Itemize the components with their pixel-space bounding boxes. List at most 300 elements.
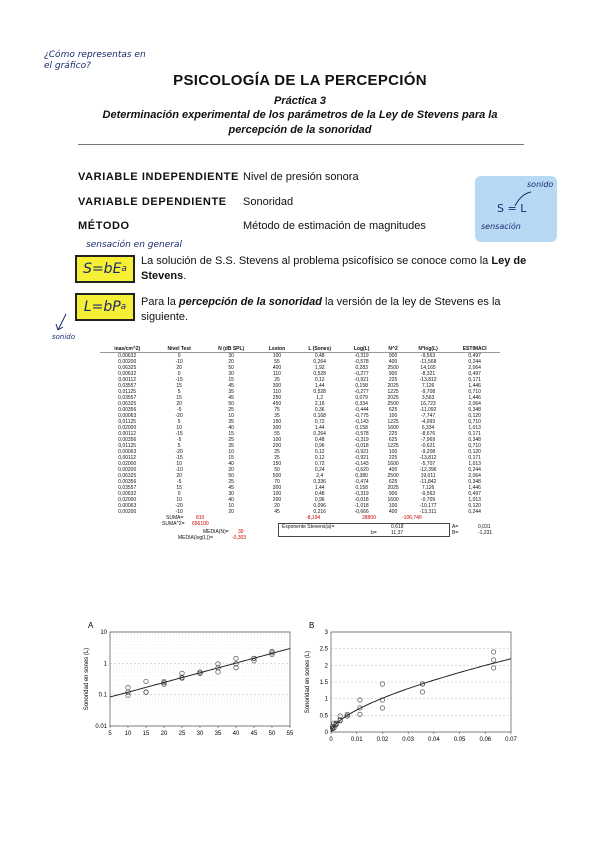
table-cell: -15	[175, 377, 183, 383]
table-cell: 20	[274, 503, 280, 509]
data-point	[358, 712, 362, 716]
table-cell: -9,563	[420, 353, 436, 359]
table-cell: 0,497	[468, 371, 481, 377]
table-cell: 900	[388, 491, 398, 497]
table-cell: 30	[228, 353, 234, 359]
table-cell: -12,396	[419, 467, 437, 473]
fit-results-box	[278, 523, 450, 537]
table-cell: -8,321	[420, 371, 436, 377]
x-tick-label: 0.06	[479, 737, 492, 743]
table-body	[100, 353, 500, 516]
table-cell: 0,348	[468, 407, 481, 413]
table-cell: 2,064	[468, 365, 481, 371]
variable-label: VARIABLE DEPENDIENTE	[78, 196, 227, 208]
table-cell: 0,216	[313, 509, 326, 515]
x-tick-label: 55	[286, 731, 294, 737]
arrow-icon	[52, 312, 72, 334]
sensacion-note: sensación en general	[86, 240, 182, 250]
table-cell: 300	[272, 383, 282, 389]
table-cell: 10	[228, 503, 234, 509]
table-cell: -5,707	[420, 461, 436, 467]
table-cell: 30	[228, 491, 234, 497]
box-arrow-icon	[513, 190, 533, 210]
table-cell: -20	[175, 503, 183, 509]
panel-label: A	[88, 621, 94, 630]
data-point	[380, 706, 384, 710]
table-cell: 0	[177, 371, 181, 377]
table-cell: 0,528	[313, 389, 326, 395]
table-cell: 110	[272, 371, 281, 377]
table-cell: 15	[176, 383, 182, 389]
variable-value: Nivel de presión sonora	[243, 171, 359, 183]
table-cell: 50	[228, 365, 234, 371]
table-cell: -9,708	[420, 389, 436, 395]
y-tick-label: 0	[324, 730, 328, 736]
table-cell: 0	[177, 491, 181, 497]
suma-label: SUMA=	[166, 515, 184, 521]
table-cell: 400	[388, 359, 398, 365]
table-cell: 0,336	[313, 479, 326, 485]
table-cell: 0,00063	[118, 503, 137, 509]
table-cell: 225	[388, 455, 398, 461]
table-cell: -0,578	[354, 359, 369, 365]
table-cell: -8,676	[420, 431, 436, 437]
table-cell: -13,311	[419, 509, 437, 515]
suma2-label: SUMA^2=	[162, 521, 185, 527]
table-cell: 0,72	[314, 419, 325, 425]
variable-label: MÉTODO	[78, 220, 130, 232]
table-cell: 20	[228, 467, 234, 473]
x-tick-label: 35	[214, 731, 222, 737]
data-point	[144, 690, 148, 694]
B-value: -1,231	[478, 530, 493, 536]
table-cell: -0,620	[354, 467, 369, 473]
table-cell: 10	[176, 497, 182, 503]
table-cell: -0,578	[354, 431, 369, 437]
table-cell: 0,334	[355, 401, 368, 407]
table-cell: 14,165	[420, 365, 436, 371]
document-subtitle: Práctica 3	[274, 95, 326, 107]
table-cell: 400	[272, 365, 282, 371]
paragraph-text: La solución de S.S. Stevens al problema psicofísico se conoce como la	[141, 255, 492, 267]
column-header: N^2	[379, 346, 406, 353]
note-line-2: el gráfico?	[44, 61, 91, 71]
table-cell: 70	[274, 479, 280, 485]
exp-value: 0,618	[391, 524, 404, 530]
table-cell: -0,319	[354, 491, 369, 497]
table-cell: 0,00356	[118, 437, 137, 443]
table-cell: 40	[228, 497, 234, 503]
table-cell: 35	[228, 443, 234, 449]
formula-box-1	[75, 255, 135, 283]
table-cell: -5	[176, 437, 182, 443]
divider	[78, 144, 524, 145]
data-table-wrapper	[100, 346, 500, 545]
table-cell: 2025	[387, 383, 399, 389]
paragraph-sonoridad	[141, 295, 531, 325]
y-tick-label: 3	[324, 630, 328, 636]
table-cell: 2500	[387, 401, 399, 407]
table-cell: 15	[176, 395, 182, 401]
b-label: b=	[371, 530, 377, 536]
table-cell: 3,563	[421, 395, 435, 401]
table-cell: 55	[274, 431, 280, 437]
suma2-value: 656100	[192, 521, 209, 527]
y-tick-label: 0.5	[319, 713, 328, 720]
table-cell: 15	[228, 377, 234, 383]
table-cell: 100	[388, 449, 398, 455]
table-cell: 0,24	[314, 467, 325, 473]
column-header: inas/cm^2)	[100, 346, 154, 353]
table-cell: 0,12	[314, 455, 325, 461]
table-cell: -0,319	[354, 437, 369, 443]
table-cell: -1,018	[354, 503, 369, 509]
data-point	[491, 658, 495, 662]
table-cell: 0,12	[314, 377, 325, 383]
table-cell: 0,079	[355, 395, 368, 401]
A-value: 0,031	[478, 524, 491, 530]
table-cell: 7,126	[421, 485, 435, 491]
table-cell: 25	[228, 479, 234, 485]
table-cell: -0,018	[354, 443, 369, 449]
table-cell: 0,120	[468, 413, 481, 419]
table-cell: 2025	[387, 485, 399, 491]
plot-frame	[110, 632, 290, 726]
table-cell: 1,446	[468, 383, 481, 389]
document-title: PSICOLOGÍA DE LA PERCEPCIÓN	[173, 72, 427, 89]
table-cell: -10	[175, 359, 183, 365]
box-sonido: sonido	[527, 180, 554, 189]
table-cell: -0,319	[354, 353, 369, 359]
table-cell: 2,064	[468, 401, 481, 407]
A-label: A=	[452, 524, 459, 530]
table-cell: 1,44	[314, 425, 325, 431]
table-cell: -10,177	[419, 503, 437, 509]
data-point	[126, 685, 130, 689]
table-cell: 5	[177, 419, 181, 425]
table-cell: 35	[228, 389, 234, 395]
table-cell: 25	[274, 377, 280, 383]
table-cell: 0,01125	[118, 389, 137, 395]
table-cell: 1225	[387, 443, 399, 449]
formula-exp-1: a	[121, 264, 127, 274]
table-cell: -0,621	[420, 443, 436, 449]
table-cell: -7,747	[420, 413, 436, 419]
table-cell: 1600	[387, 425, 399, 431]
data-table	[100, 346, 500, 515]
x-tick-label: 0.02	[376, 737, 389, 743]
table-cell: 19,011	[420, 473, 436, 479]
table-cell: 0,48	[314, 491, 325, 497]
table-cell: 1,44	[314, 383, 325, 389]
variable-label: VARIABLE INDEPENDIENTE	[78, 171, 239, 183]
table-cell: 0,158	[355, 425, 368, 431]
table-cell: 0,03557	[118, 395, 137, 401]
table-cell: 40	[228, 425, 234, 431]
table-cell: 0,00356	[118, 407, 137, 413]
x-tick-label: 0.01	[350, 737, 363, 743]
table-cell: 0,01125	[118, 443, 137, 449]
table-cell: 0,00112	[118, 377, 137, 383]
table-cell: 400	[388, 467, 398, 473]
formula-text-2: L=bP	[83, 299, 121, 315]
table-cell: 0,00200	[118, 359, 137, 365]
table-cell: 100	[272, 437, 282, 443]
x-tick-label: 45	[250, 731, 258, 737]
table-cell: 25	[274, 455, 280, 461]
table-cell: 0,171	[468, 455, 481, 461]
table-cell: 0,12	[314, 449, 325, 455]
suma-n2: 28800	[362, 515, 376, 521]
y-axis-label: Sonoridad en sones (L)	[84, 647, 90, 711]
table-cell: -5	[176, 407, 182, 413]
y-tick-label: 0.1	[98, 692, 107, 699]
table-cell: 500	[272, 473, 282, 479]
B-label: B=	[452, 530, 459, 536]
table-cell: 2500	[387, 473, 399, 479]
paragraph-stevens	[141, 254, 531, 284]
table-cell: 0,158	[355, 383, 368, 389]
table-cell: -13,812	[419, 377, 437, 383]
chart-a	[80, 618, 295, 748]
table-cell: -0,277	[354, 371, 369, 377]
table-cell: 0,710	[468, 443, 481, 449]
table-cell: 100	[388, 503, 398, 509]
media-n-label: MEDIA(N)=	[203, 529, 229, 535]
table-cell: 0,72	[314, 461, 325, 467]
table-cell: 75	[274, 407, 280, 413]
data-point	[420, 690, 424, 694]
table-cell: 1,44	[314, 485, 325, 491]
x-tick-label: 30	[196, 731, 204, 737]
table-cell: 45	[228, 395, 234, 401]
table-cell: 20	[176, 401, 182, 407]
table-cell: 625	[388, 479, 398, 485]
table-cell: 0,171	[468, 377, 481, 383]
x-tick-label: 15	[142, 731, 150, 737]
paragraph-post: la versión de la ley de Stevens es la siguiente.	[141, 296, 501, 323]
table-cell: 25	[274, 449, 280, 455]
table-cell: 0,244	[468, 359, 481, 365]
table-cell: 50	[274, 467, 280, 473]
table-cell: -0,143	[354, 419, 369, 425]
table-cell: -20	[175, 413, 183, 419]
column-header: ESTIMACI	[449, 346, 500, 353]
x-tick-label: 0.04	[428, 737, 440, 743]
table-cell: 0,03557	[118, 383, 137, 389]
table-cell: 0,00200	[118, 467, 137, 473]
table-cell: 0,01125	[118, 419, 137, 425]
document-description: Determinación experimental de los parámetros de la Ley de Stevens para la percepción de la sonoridad	[102, 109, 498, 136]
table-cell: -15	[175, 455, 183, 461]
media-log-value: -0,303	[232, 535, 247, 541]
table-cell: 2,16	[314, 401, 325, 407]
table-cell: 0,528	[313, 371, 326, 377]
formula-box-2	[75, 293, 135, 321]
table-cell: 250	[272, 395, 282, 401]
table-cell: -0,666	[354, 509, 369, 515]
table-cell: 0,264	[313, 431, 326, 437]
table-cell: 0,00112	[118, 431, 137, 437]
table-cell: 1,013	[468, 497, 481, 503]
table-cell: 55	[274, 359, 280, 365]
table-cell: 6,334	[421, 425, 435, 431]
table-cell: 0	[177, 353, 181, 359]
sonido-note: sonido	[52, 333, 76, 341]
table-cell: 0,00063	[118, 413, 137, 419]
variable-value: Método de estimación de magnitudes	[243, 220, 426, 232]
table-cell: 300	[272, 425, 282, 431]
table-cell: 0,00063	[118, 449, 137, 455]
media-log-label: MEDIA(log(L))=	[178, 535, 213, 541]
table-cell: -0,775	[354, 413, 369, 419]
table-cell: 0,096	[313, 503, 326, 509]
column-header: Nivel Test	[154, 346, 203, 353]
table-cell: 400	[388, 509, 398, 515]
table-cell: 25	[228, 437, 234, 443]
table-cell: 10	[228, 413, 234, 419]
table-cell: 0,710	[468, 389, 481, 395]
table-cell: 900	[388, 353, 398, 359]
x-tick-label: 40	[232, 731, 240, 737]
paragraph-bold: Ley de Stevens	[141, 255, 527, 282]
data-point	[380, 682, 384, 686]
table-cell: 25	[228, 407, 234, 413]
formula-exp-2: a	[120, 302, 127, 312]
table-cell: -7,969	[420, 437, 436, 443]
x-tick-label: 10	[124, 731, 132, 737]
table-cell: 1600	[387, 497, 399, 503]
x-tick-label: 0.03	[402, 737, 414, 743]
table-cell: 0,02000	[118, 425, 137, 431]
table-cell: 0,00356	[118, 479, 137, 485]
table-cell: -10	[175, 467, 183, 473]
table-cell: 1225	[387, 389, 399, 395]
y-axis-label: Sonoridad en sones (L)	[305, 650, 311, 714]
table-cell: 300	[272, 485, 282, 491]
variable-value: Sonoridad	[243, 196, 294, 208]
table-cell: -0,018	[354, 497, 369, 503]
table-cell: 0,00632	[118, 353, 137, 359]
table-cell: 225	[388, 431, 398, 437]
box-sensacion: sensación	[481, 222, 521, 231]
stevens-note-box	[475, 176, 557, 242]
table-cell: 450	[272, 401, 282, 407]
table-cell: 0,120	[468, 449, 481, 455]
table-cell: 1225	[387, 419, 399, 425]
table-cell: -9,563	[420, 491, 436, 497]
table-cell: 10	[176, 425, 182, 431]
x-tick-label: 50	[268, 731, 276, 737]
table-cell: 100	[272, 353, 282, 359]
chart-b	[295, 618, 520, 748]
y-tick-label: 1	[103, 661, 107, 668]
table-cell: 110	[272, 389, 281, 395]
y-tick-label: 2.5	[319, 646, 328, 653]
table-cell: 1,013	[468, 425, 481, 431]
table-cell: 0,06325	[118, 473, 137, 479]
table-cell: 900	[388, 371, 398, 377]
table-cell: -20	[175, 449, 183, 455]
table-cell: -0,921	[354, 377, 369, 383]
table-cell: 225	[388, 377, 398, 383]
table-cell: 0,244	[468, 467, 481, 473]
table-cell: 0,244	[468, 509, 481, 515]
table-cell: -10	[175, 509, 183, 515]
x-tick-label: 0.07	[505, 737, 517, 743]
table-cell: 1,446	[468, 485, 481, 491]
b-value: 11,37	[391, 530, 404, 536]
formula-text-1: S=bE	[83, 261, 122, 277]
table-cell: 0,120	[468, 503, 481, 509]
table-cell: 5	[177, 443, 181, 449]
data-point	[491, 650, 495, 654]
table-cell: 0,96	[314, 443, 325, 449]
column-header: N*log(L)	[407, 346, 450, 353]
table-cell: 0,710	[468, 419, 481, 425]
table-cell: 45	[274, 509, 280, 515]
box-formula: S = L	[497, 202, 527, 215]
table-cell: -11,568	[419, 359, 437, 365]
table-cell: 0,00632	[118, 491, 137, 497]
table-cell: -0,921	[354, 455, 369, 461]
table-cell: 0,48	[314, 437, 325, 443]
y-tick-label: 1.5	[319, 680, 328, 686]
table-cell: 15	[176, 485, 182, 491]
table-cell: 100	[272, 491, 282, 497]
table-cell: 625	[388, 407, 398, 413]
fit-line	[331, 659, 511, 732]
y-tick-label: 2	[324, 663, 328, 670]
table-cell: 7,126	[421, 383, 435, 389]
table-cell: -15	[175, 431, 183, 437]
table-cell: 20	[176, 365, 182, 371]
note-line-1: ¿Cómo representas en	[44, 50, 146, 60]
table-cell: 0,02000	[118, 461, 137, 467]
table-cell: 20	[228, 509, 234, 515]
column-header: N (dB SPL)	[204, 346, 259, 353]
table-cell: 35	[228, 419, 234, 425]
table-cell: 0,02000	[118, 497, 137, 503]
table-cell: 50	[228, 473, 234, 479]
paragraph-pre: Para la	[141, 296, 179, 308]
table-cell: -4,993	[420, 419, 436, 425]
data-point	[234, 656, 238, 660]
table-cell: 0,158	[355, 485, 368, 491]
x-tick-label: 20	[160, 731, 168, 737]
table-cell: 10	[176, 461, 182, 467]
table-cell: 2025	[387, 395, 399, 401]
table-cell: 625	[388, 437, 398, 443]
suma-n: 810	[196, 515, 205, 521]
table-cell: 2500	[387, 365, 399, 371]
table-cell: 0,497	[468, 491, 481, 497]
table-cell: 1,92	[314, 365, 325, 371]
data-point	[126, 693, 130, 697]
table-cell: 200	[272, 443, 282, 449]
table-cell: 40	[228, 461, 234, 467]
table-cell: 30	[228, 371, 234, 377]
media-n-value: 30	[238, 529, 244, 535]
table-cell: 0,348	[468, 479, 481, 485]
table-cell: 0,171	[468, 431, 481, 437]
table-cell: 45	[228, 383, 234, 389]
table-cell: -0,709	[420, 497, 436, 503]
table-cell: -5	[176, 479, 182, 485]
table-cell: 0,00632	[118, 371, 137, 377]
x-tick-label: 0	[329, 737, 333, 743]
column-header: L (Sones)	[295, 346, 343, 353]
